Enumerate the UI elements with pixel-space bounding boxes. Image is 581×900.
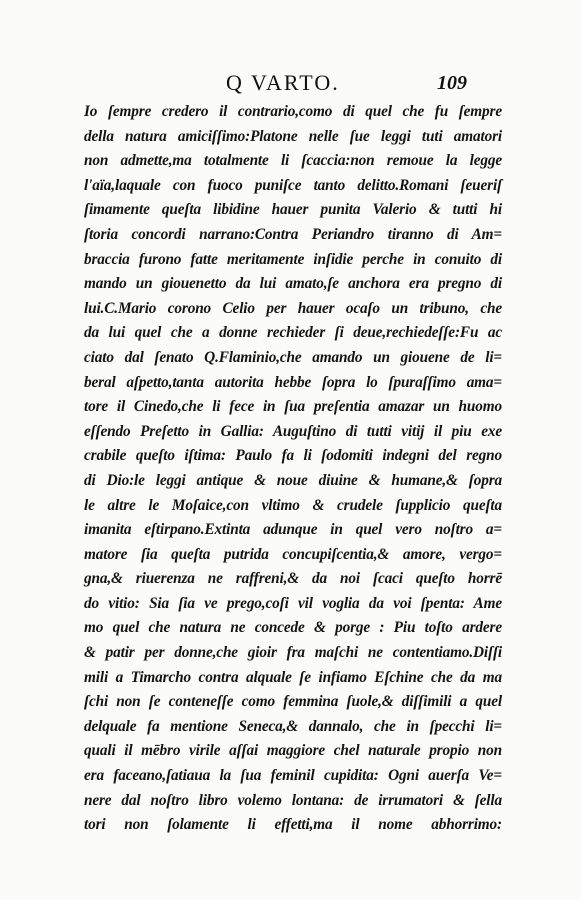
- text-line: tori non ſolamente li effetti,ma il nome abhorrimo:: [84, 816, 502, 834]
- text-line: le altre le Moſaice,con vltimo & crudele ſupplicio queſta: [84, 496, 502, 514]
- text-line: do vitio: Sia ſia ve prego,coſi vil voglia da voi ſpenta: Ame: [84, 594, 502, 612]
- text-line: non admette,ma totalmente li ſcaccia:non remoue la legge: [84, 152, 502, 170]
- text-line: quali il mēbro virile aſſai maggiore chel naturale propio non: [84, 742, 502, 760]
- text-line: & patir per donne,che gioir fra maſchi ne contentiamo.Diſſi: [84, 644, 502, 662]
- text-line: ciato dal ſenato Q.Flaminio,che amando un giouene de li=: [84, 348, 502, 366]
- text-line: ſchi non ſe conteneſſe como femmina ſuole,& diſſimili a quel: [84, 693, 502, 711]
- text-line: di Dio:le leggi antique & noue diuine & humane,& ſopra: [84, 471, 502, 489]
- body-text: [84, 100, 502, 838]
- text-line: matore ſia queſta putrida concupiſcentia,& amore, vergo=: [84, 545, 502, 563]
- text-line: beral aſpetto,tanta autorita hebbe ſopra lo ſpuraſſimo ama=: [84, 373, 502, 391]
- text-line: delquale fa mentione Seneca,& dannalo, che in ſpecchi li=: [84, 717, 502, 735]
- page-number: 109: [437, 72, 467, 94]
- text-line: ſimamente queſta libidine hauer punita Valerio & tutti hi: [84, 201, 502, 219]
- text-line: crabile queſto iſtima: Paulo fa li ſodomiti indegni del regno: [84, 447, 502, 465]
- text-line: imanita eſtirpano.Extinta adunque in quel vero noſtro a=: [84, 521, 502, 539]
- running-head: Q VARTO.: [226, 70, 340, 95]
- text-line: braccia furono fatte meritamente inſidie perche in conuito di: [84, 250, 502, 268]
- text-line: mando un giouenetto da lui amato,ſe anchora era pregno di: [84, 275, 502, 293]
- page-header: [0, 70, 581, 102]
- text-line: era faceano,ſatiaua la ſua feminil cupidita: Ogni auerſa Ve=: [84, 767, 502, 785]
- text-line: mo quel che natura ne concede & porge : Piu toſto ardere: [84, 619, 502, 637]
- text-line: l'aïa,laquale con fuoco puniſce tanto delitto.Romani ſeueriſ: [84, 176, 502, 194]
- text-line: gna,& riuerenza ne raffreni,& da noi ſcaci queſto horrē: [84, 570, 502, 588]
- text-line: Io ſempre credero il contrario,como di quel che fu ſempre: [84, 103, 502, 120]
- text-line: lui.C.Mario corono Celio per hauer ocaſo un tribuno, che: [84, 299, 502, 317]
- text-line: mili a Timarcho contra alquale ſe infiamo Eſchine che da ma: [84, 668, 502, 686]
- text-line: ſtoria concordi narrano:Contra Periandro tiranno di Am=: [84, 225, 502, 243]
- text-line: della natura amiciſſimo:Platone nelle ſue leggi tuti amatori: [84, 127, 502, 145]
- text-line: tore il Cinedo,che li fece in ſua preſentia amazar un huomo: [84, 398, 502, 416]
- text-line: nere dal noſtro libro volemo lontana: de irrumatori & ſella: [84, 791, 502, 809]
- text-line: da lui quel che a donne rechieder ſi deue,rechiedeſſe:Fu ac: [84, 324, 502, 342]
- text-line: eſſendo Preſetto in Gallia: Auguſtino di tutti vitij il piu exe: [84, 422, 502, 440]
